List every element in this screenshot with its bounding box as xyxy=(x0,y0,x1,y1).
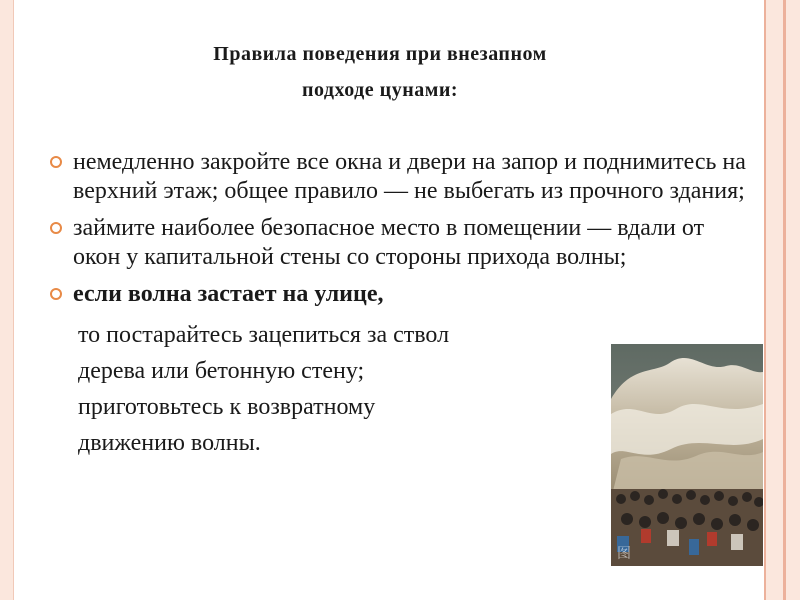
bullet-text: если волна застает на улице, xyxy=(73,281,384,307)
title-line-1: Правила поведения при внезапном xyxy=(213,43,547,65)
continuation-line: приготовьтесь к возвратному xyxy=(78,394,376,420)
continuation-line: то постарайтесь зацепиться за ствол xyxy=(78,322,450,348)
slide-title xyxy=(60,36,700,108)
bullet-icon xyxy=(50,222,62,234)
left-border-decoration xyxy=(0,0,14,600)
continuation-line: дерева или бетонную стену; xyxy=(78,358,365,384)
bullet-icon xyxy=(50,288,62,300)
bullet-text: займите наиболее безопасное место в помещении — вдали от окон у капитальной стены со стороны прихода волны; xyxy=(73,215,705,270)
continuation-line: движению волны. xyxy=(78,430,261,456)
tsunami-photo-image xyxy=(611,344,763,566)
title-line-2: подходе цунами: xyxy=(301,79,459,101)
bullet-item xyxy=(48,148,748,206)
right-border-line xyxy=(783,0,786,600)
photo-watermark: 图 xyxy=(617,546,631,562)
bullet-icon xyxy=(50,156,62,168)
bullet-text: немедленно закройте все окна и двери на запор и поднимитесь на верхний этаж; общее правило — не выбегать из прочного здания; xyxy=(73,149,746,204)
bullet-item xyxy=(48,280,748,309)
right-border-decoration xyxy=(764,0,800,600)
tsunami-photo xyxy=(611,344,763,566)
bullet-item xyxy=(48,214,748,272)
